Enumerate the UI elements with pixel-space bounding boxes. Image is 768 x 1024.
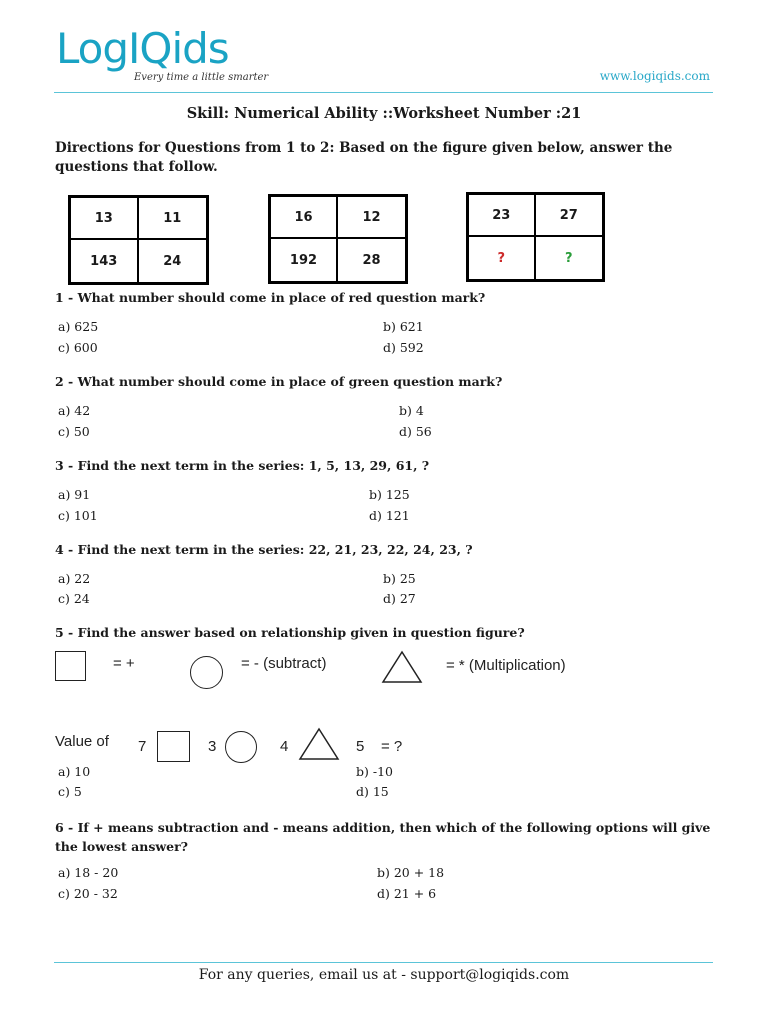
directions-text: Directions for Questions from 1 to 2: Based on the figure given below, answer the questions that follow. <box>55 140 673 175</box>
website-link[interactable]: www.logiqids.com <box>599 69 710 83</box>
value-of-label: Value of <box>55 733 109 750</box>
q4-option-a[interactable]: a) 22 <box>58 571 91 586</box>
expr-number-3: 3 <box>208 738 217 755</box>
triangle-shape-icon <box>298 727 340 761</box>
q2-option-d[interactable]: d) 56 <box>399 424 432 439</box>
footer-divider <box>54 962 713 963</box>
q3-option-d[interactable]: d) 121 <box>369 508 410 523</box>
circle-shape-icon <box>225 731 257 763</box>
question-5: 5 - Find the answer based on relationship given in question figure? <box>55 625 525 640</box>
q4-option-d[interactable]: d) 27 <box>383 591 416 606</box>
figure-cell: 11 <box>139 198 207 240</box>
q1-option-a[interactable]: a) 625 <box>58 319 99 334</box>
legend-subtract: = - (subtract) <box>241 655 327 672</box>
expr-equals: = ? <box>381 738 403 755</box>
expr-number-5: 5 <box>356 738 365 755</box>
circle-shape-icon <box>190 656 223 689</box>
figure-cell: 28 <box>362 252 381 268</box>
question-3: 3 - Find the next term in the series: 1, 5, 13, 29, 61, ? <box>55 458 430 473</box>
logo: LogIQids <box>56 24 229 73</box>
figure-grid-1 <box>68 195 209 285</box>
figure-cell: 143 <box>71 240 139 282</box>
q4-option-c[interactable]: c) 24 <box>58 591 90 606</box>
question-2: 2 - What number should come in place of green question mark? <box>55 374 503 389</box>
q6-option-d[interactable]: d) 21 + 6 <box>377 886 437 901</box>
q4-option-b[interactable]: b) 25 <box>383 571 416 586</box>
logo-tagline: Every time a little smarter <box>134 72 269 83</box>
figure-grid-3 <box>466 192 605 282</box>
question-4: 4 - Find the next term in the series: 22, 21, 23, 22, 24, 23, ? <box>55 542 473 557</box>
legend-plus: = + <box>113 655 135 672</box>
q5-option-b[interactable]: b) -10 <box>356 764 393 779</box>
question-1: 1 - What number should come in place of red question mark? <box>55 290 486 305</box>
q5-option-d[interactable]: d) 15 <box>356 784 389 799</box>
q6-option-a[interactable]: a) 18 - 20 <box>58 865 119 880</box>
q3-option-b[interactable]: b) 125 <box>369 487 410 502</box>
header-divider <box>54 92 713 93</box>
figure-cell: 12 <box>338 197 405 239</box>
red-question-mark: ? <box>469 237 536 279</box>
square-shape-icon <box>55 651 86 681</box>
triangle-shape-icon <box>381 650 423 684</box>
green-question-mark: ? <box>564 250 573 266</box>
figure-cell: 23 <box>469 195 536 237</box>
q1-option-c[interactable]: c) 600 <box>58 340 98 355</box>
q6-option-c[interactable]: c) 20 - 32 <box>58 886 118 901</box>
page-title: Skill: Numerical Ability ::Worksheet Number :21 <box>186 105 582 122</box>
figure-cell: 16 <box>271 197 338 239</box>
q1-option-b[interactable]: b) 621 <box>383 319 424 334</box>
figure-cell: 13 <box>71 198 139 240</box>
q6-option-b[interactable]: b) 20 + 18 <box>377 865 445 880</box>
question-6: 6 - If + means subtraction and - means addition, then which of the following options will give the lowest answer? <box>55 820 711 854</box>
q5-option-c[interactable]: c) 5 <box>58 784 82 799</box>
q1-option-d[interactable]: d) 592 <box>383 340 424 355</box>
q3-option-a[interactable]: a) 91 <box>58 487 91 502</box>
q3-option-c[interactable]: c) 101 <box>58 508 98 523</box>
figure-cell: 192 <box>271 239 338 281</box>
figure-cell: 24 <box>163 253 182 269</box>
q5-option-a[interactable]: a) 10 <box>58 764 91 779</box>
square-shape-icon <box>157 731 190 762</box>
footer-contact: For any queries, email us at - support@logiqids.com <box>198 967 570 983</box>
expr-number-7: 7 <box>138 738 147 755</box>
figure-cell: 27 <box>536 195 603 237</box>
legend-multiplication: = * (Multiplication) <box>446 657 566 674</box>
q2-option-a[interactable]: a) 42 <box>58 403 91 418</box>
figure-grid-2 <box>268 194 408 284</box>
expr-number-4: 4 <box>280 738 289 755</box>
q2-option-c[interactable]: c) 50 <box>58 424 90 439</box>
q2-option-b[interactable]: b) 4 <box>399 403 424 418</box>
